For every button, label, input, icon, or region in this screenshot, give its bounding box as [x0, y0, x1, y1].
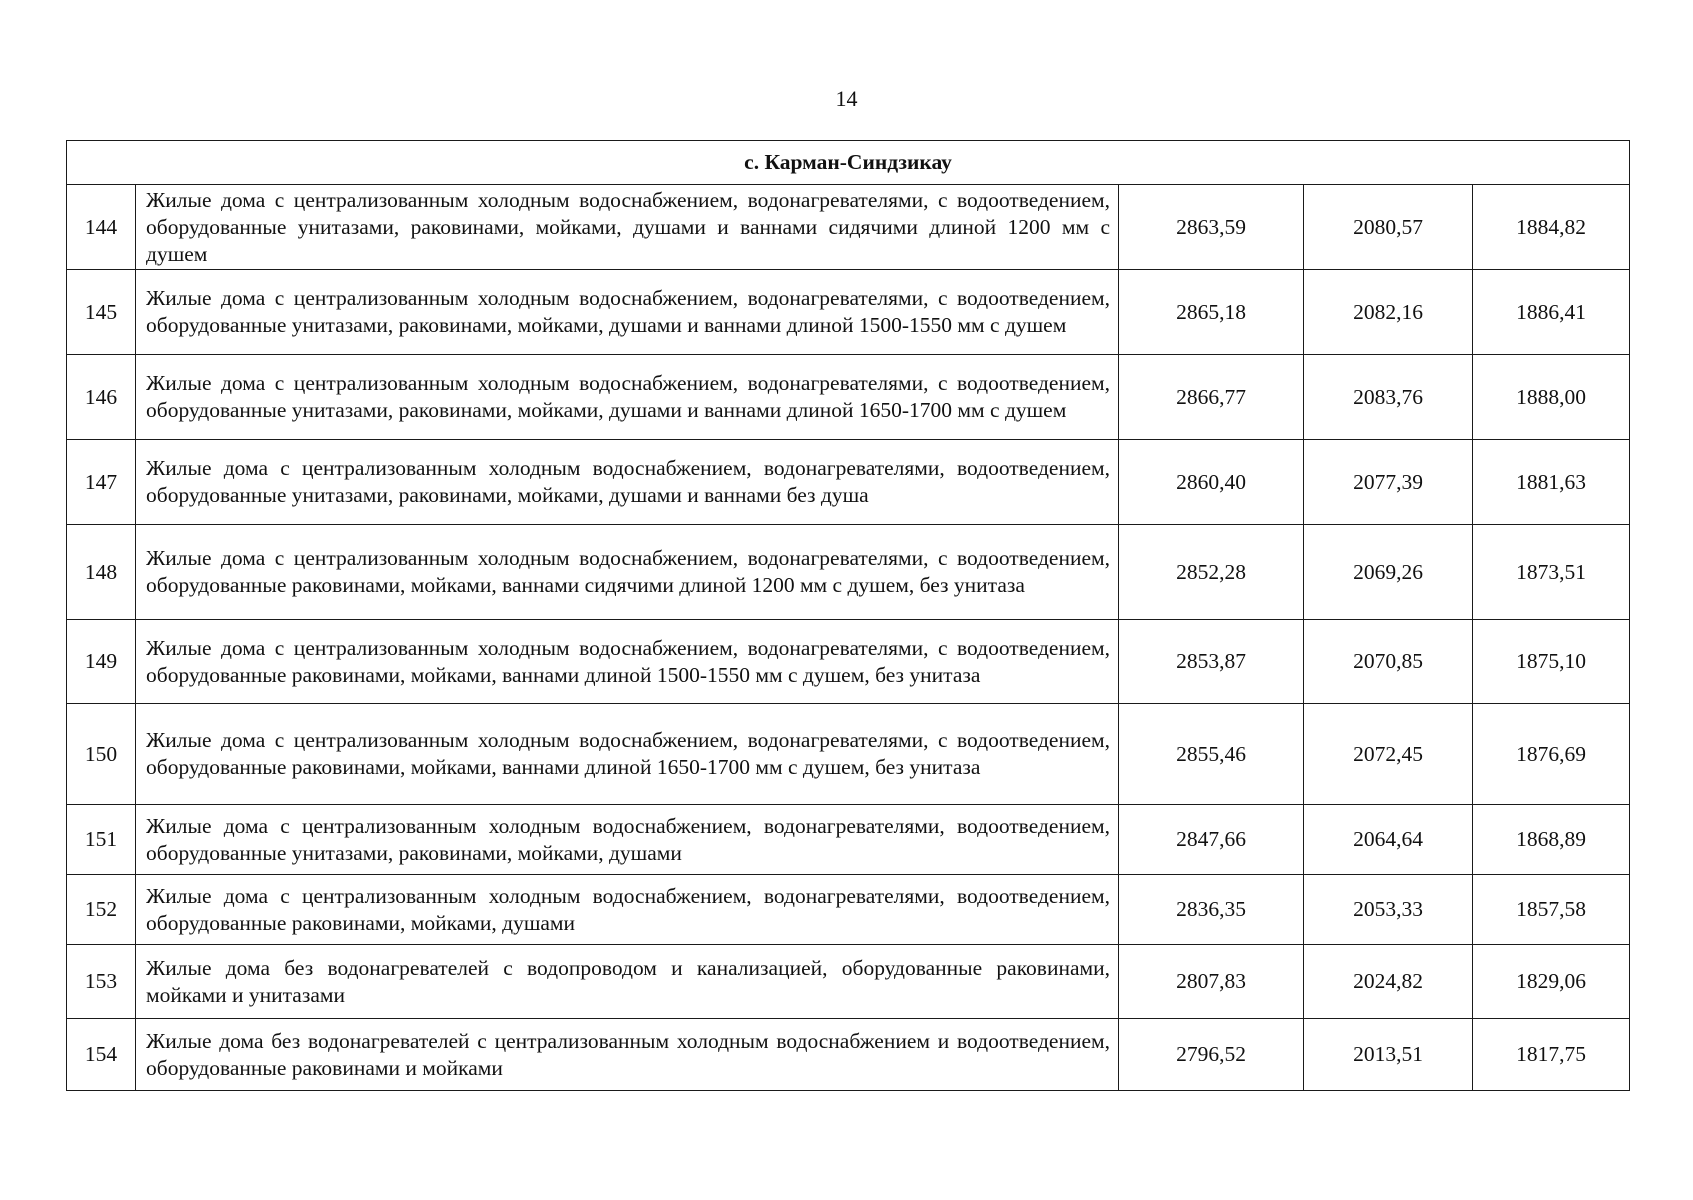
row-number: 146: [67, 355, 136, 440]
table-row: [67, 704, 1630, 805]
row-value-3: 1881,63: [1473, 440, 1630, 525]
row-description: Жилые дома без водонагревателей с водопроводом и канализацией, оборудованные раковинами, мойками и унитазами: [136, 945, 1119, 1019]
row-description: Жилые дома с централизованным холодным водоснабжением, водонагревателями, с водоотведением, оборудованные унитазами, раковинами, мойками, душами и ваннами сидячими длиной 1200 мм с душем: [136, 185, 1119, 270]
row-value-2: 2069,26: [1304, 525, 1473, 620]
row-number: 154: [67, 1019, 136, 1091]
table-row: [67, 440, 1630, 525]
row-number: 153: [67, 945, 136, 1019]
row-value-2: 2070,85: [1304, 620, 1473, 704]
section-header-row: [67, 141, 1630, 185]
row-number: 147: [67, 440, 136, 525]
row-value-1: 2836,35: [1119, 875, 1304, 945]
row-description: Жилые дома с централизованным холодным водоснабжением, водонагревателями, водоотведением, оборудованные унитазами, раковинами, мойками, душами: [136, 805, 1119, 875]
row-number: 144: [67, 185, 136, 270]
row-number: 150: [67, 704, 136, 805]
row-value-1: 2863,59: [1119, 185, 1304, 270]
row-value-2: 2080,57: [1304, 185, 1473, 270]
row-value-3: 1857,58: [1473, 875, 1630, 945]
row-value-3: 1888,00: [1473, 355, 1630, 440]
table-row: [67, 185, 1630, 270]
row-value-2: 2077,39: [1304, 440, 1473, 525]
row-description: Жилые дома с централизованным холодным водоснабжением, водонагревателями, с водоотведением, оборудованные раковинами, мойками, ваннами длиной 1650-1700 мм с душем, без унитаза: [136, 704, 1119, 805]
row-value-1: 2865,18: [1119, 270, 1304, 355]
row-value-1: 2860,40: [1119, 440, 1304, 525]
row-value-2: 2072,45: [1304, 704, 1473, 805]
row-value-2: 2053,33: [1304, 875, 1473, 945]
row-number: 151: [67, 805, 136, 875]
row-value-1: 2855,46: [1119, 704, 1304, 805]
row-description: Жилые дома с централизованным холодным водоснабжением, водонагревателями, с водоотведением, оборудованные унитазами, раковинами, мойками, душами и ваннами длиной 1500-1550 мм с душем: [136, 270, 1119, 355]
row-value-3: 1884,82: [1473, 185, 1630, 270]
row-description: Жилые дома с централизованным холодным водоснабжением, водонагревателями, с водоотведением, оборудованные раковинами, мойками, ваннами сидячими длиной 1200 мм с душем, без унитаза: [136, 525, 1119, 620]
table-row: [67, 875, 1630, 945]
row-number: 148: [67, 525, 136, 620]
row-value-1: 2807,83: [1119, 945, 1304, 1019]
table-row: [67, 270, 1630, 355]
section-title: с. Карман-Синдзикау: [67, 141, 1630, 185]
row-value-1: 2852,28: [1119, 525, 1304, 620]
row-description: Жилые дома с централизованным холодным водоснабжением, водонагревателями, с водоотведением, оборудованные раковинами, мойками, ваннами длиной 1500-1550 мм с душем, без унитаза: [136, 620, 1119, 704]
table-row: [67, 945, 1630, 1019]
row-value-2: 2013,51: [1304, 1019, 1473, 1091]
row-description: Жилые дома с централизованным холодным водоснабжением, водонагревателями, с водоотведением, оборудованные унитазами, раковинами, мойками, душами и ваннами длиной 1650-1700 мм с душем: [136, 355, 1119, 440]
table-row: [67, 1019, 1630, 1091]
row-description: Жилые дома без водонагревателей с централизованным холодным водоснабжением и водоотведением, оборудованные раковинами и мойками: [136, 1019, 1119, 1091]
row-description: Жилые дома с централизованным холодным водоснабжением, водонагревателями, водоотведением, оборудованные унитазами, раковинами, мойками, душами и ваннами без душа: [136, 440, 1119, 525]
table-row: [67, 525, 1630, 620]
page-number: 14: [835, 86, 858, 111]
row-value-2: 2082,16: [1304, 270, 1473, 355]
row-number: 149: [67, 620, 136, 704]
row-value-3: 1817,75: [1473, 1019, 1630, 1091]
row-number: 152: [67, 875, 136, 945]
row-value-3: 1829,06: [1473, 945, 1630, 1019]
row-value-2: 2083,76: [1304, 355, 1473, 440]
row-value-2: 2024,82: [1304, 945, 1473, 1019]
table-row: [67, 355, 1630, 440]
row-value-3: 1868,89: [1473, 805, 1630, 875]
table-row: [67, 620, 1630, 704]
row-number: 145: [67, 270, 136, 355]
row-value-1: 2853,87: [1119, 620, 1304, 704]
row-value-1: 2847,66: [1119, 805, 1304, 875]
table-row: [67, 805, 1630, 875]
row-value-1: 2866,77: [1119, 355, 1304, 440]
row-value-3: 1875,10: [1473, 620, 1630, 704]
tariff-table: [66, 140, 1630, 1091]
row-value-1: 2796,52: [1119, 1019, 1304, 1091]
row-value-3: 1886,41: [1473, 270, 1630, 355]
row-value-3: 1876,69: [1473, 704, 1630, 805]
row-description: Жилые дома с централизованным холодным водоснабжением, водонагревателями, водоотведением, оборудованные раковинами, мойками, душами: [136, 875, 1119, 945]
row-value-3: 1873,51: [1473, 525, 1630, 620]
row-value-2: 2064,64: [1304, 805, 1473, 875]
